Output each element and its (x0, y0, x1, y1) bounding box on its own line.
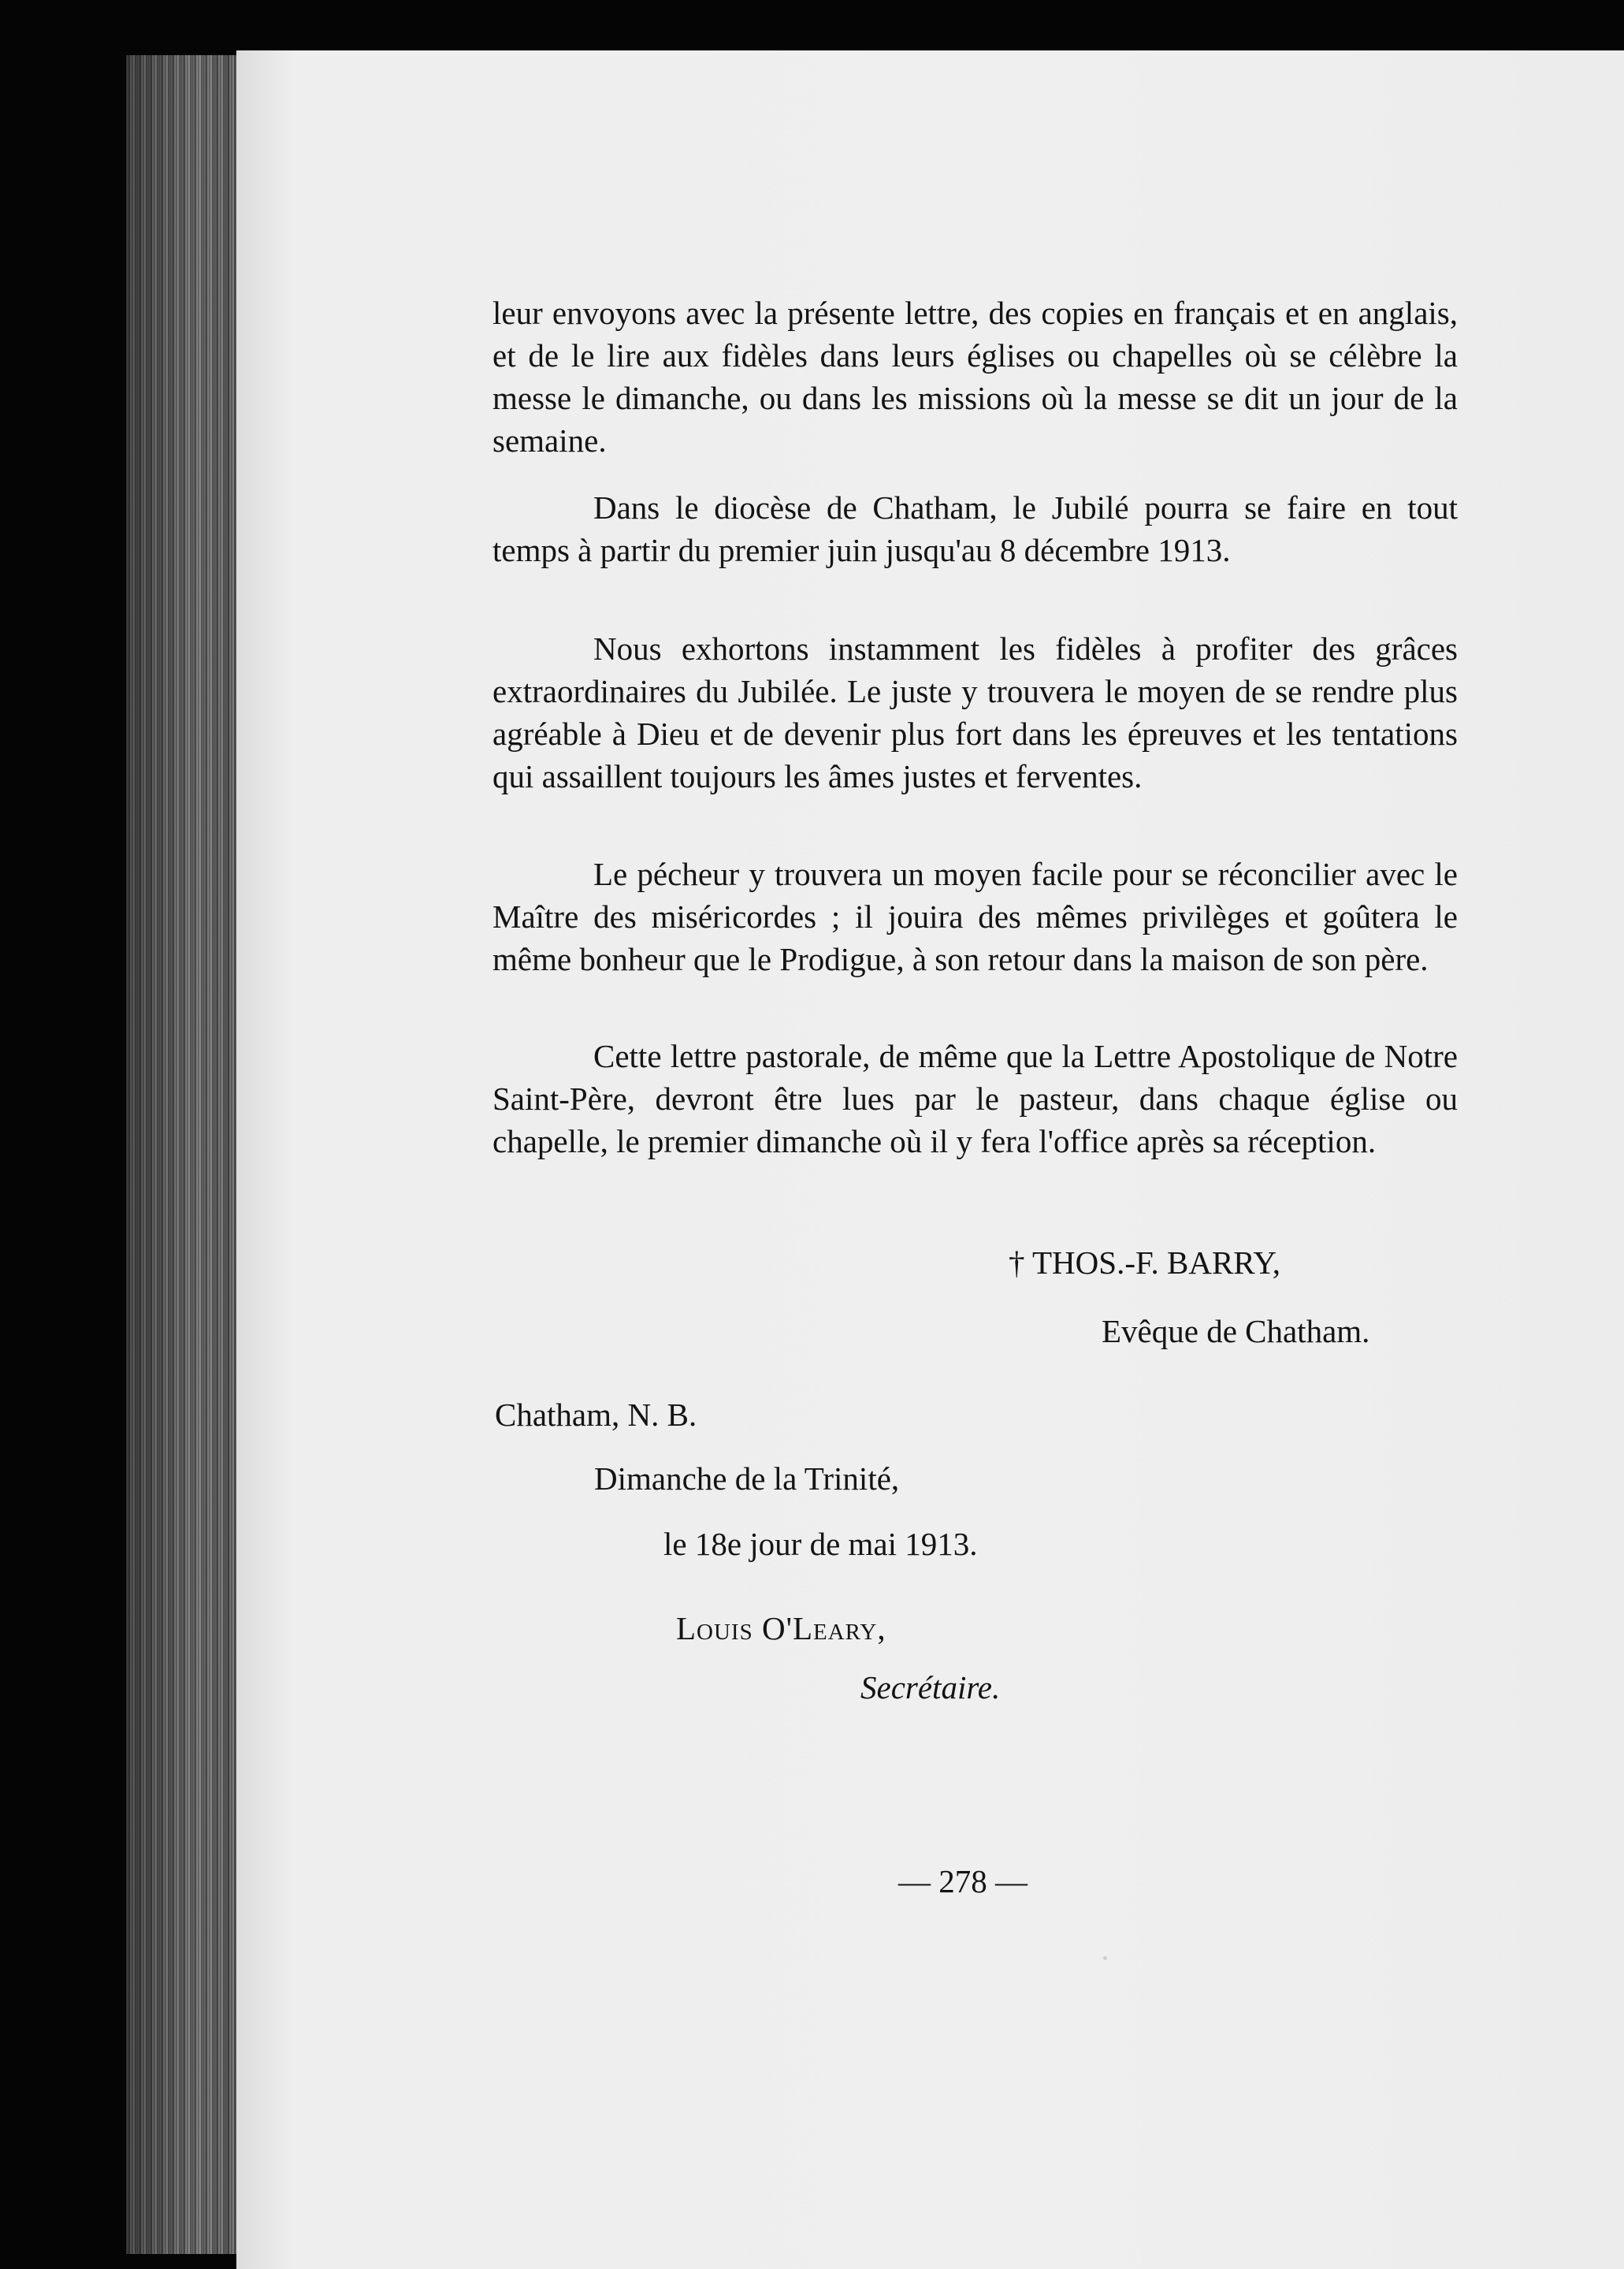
paragraph-text: Cette lettre pastorale, de même que la Lettre Apostolique de Notre Saint-Père, devront être lues par le pasteur, dans chaque église ou chapelle, le premier dimanche où il y fera l'office après sa réception. (492, 1038, 1458, 1159)
secretary-name: Louis O'Leary, (676, 1610, 886, 1646)
paragraph-text: Dans le diocèse de Chatham, le Jubilé pourra se faire en tout temps à partir du premier juin jusqu'au 8 décembre 1913. (492, 489, 1458, 568)
paragraph-4 (492, 853, 1458, 980)
paragraph-5 (492, 1035, 1458, 1162)
paragraph-1 (492, 292, 1458, 462)
paper-speck (1103, 1956, 1107, 1960)
signature-name: † THOS.-F. BARRY, (1009, 1244, 1280, 1281)
paragraph-2 (492, 486, 1458, 571)
page-number: — 278 — (898, 1863, 1028, 1899)
signature-title: Evêque de Chatham. (1102, 1313, 1370, 1349)
book-edge (126, 55, 244, 2254)
date-line-2: le 18e jour de mai 1913. (663, 1526, 978, 1562)
place-line: Chatham, N. B. (495, 1397, 697, 1433)
date-line-1: Dimanche de la Trinité, (594, 1460, 900, 1497)
paragraph-text: leur envoyons avec la présente lettre, des copies en français et en anglais, et de le lire aux fidèles dans leurs églises ou chapelles où se célèbre la messe le dimanche, ou dans les missions où la messe se dit un jour de la semaine. (492, 295, 1458, 459)
secretary-title: Secrétaire. (860, 1669, 1001, 1705)
paragraph-text: Le pécheur y trouvera un moyen facile pour se réconcilier avec le Maître des miséricordes ; il jouira des mêmes privilèges et goûtera le même bonheur que le Prodigue, à son retour dans la maison de son père. (492, 856, 1458, 977)
paragraph-3 (492, 627, 1458, 798)
paragraph-text: Nous exhortons instamment les fidèles à profiter des grâces extraordinaires du Jubilée. Le juste y trouvera le moyen de se rendre plus agréable à Dieu et de devenir plus fort dans les épreuves et les tentations qui assaillent toujours les âmes justes et ferventes. (492, 630, 1458, 794)
